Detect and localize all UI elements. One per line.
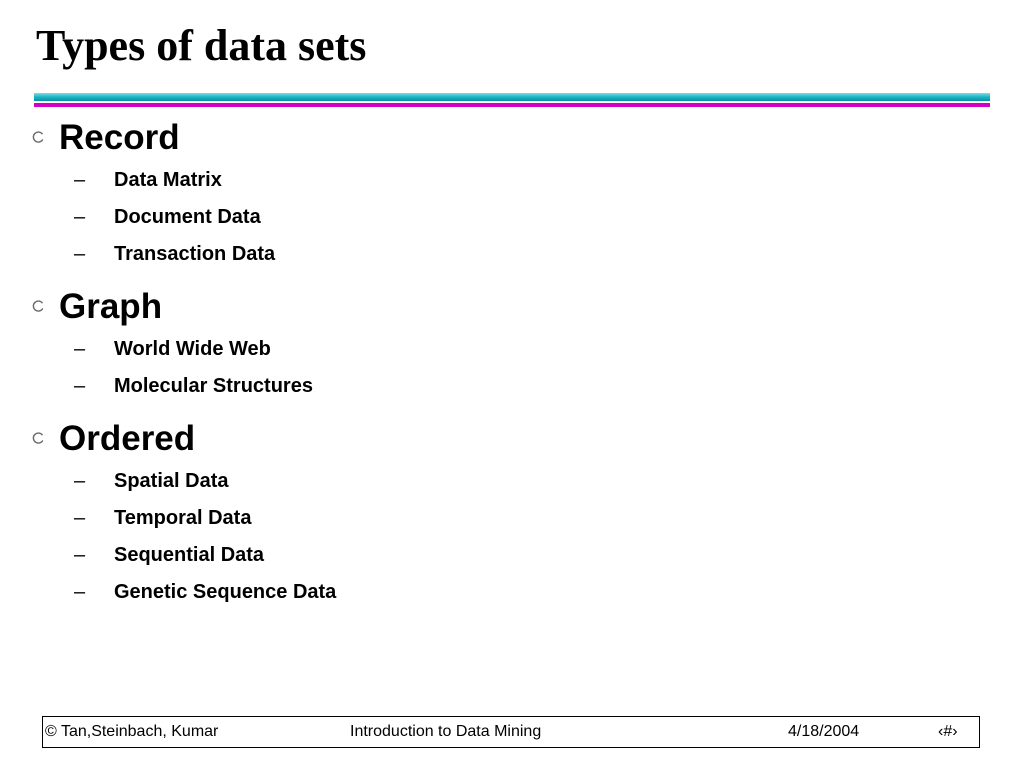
list-item — [32, 574, 972, 611]
sub-list — [32, 162, 972, 273]
dash-icon: – — [74, 375, 86, 397]
footer-copyright: © Tan,Steinbach, Kumar — [45, 723, 219, 740]
topic-ordered — [32, 419, 972, 611]
topic-head — [32, 118, 972, 158]
list-item-label: Document Data — [114, 206, 261, 228]
ring-icon — [32, 131, 44, 143]
list-item — [32, 368, 972, 405]
dash-icon: – — [74, 169, 86, 191]
title-rule-magenta — [34, 103, 990, 107]
sub-list — [32, 331, 972, 405]
slide-title: Types of data sets — [36, 21, 367, 70]
ring-icon — [32, 432, 44, 444]
footer-course-title: Introduction to Data Mining — [350, 723, 542, 740]
dash-icon: – — [74, 338, 86, 360]
topic-record — [32, 118, 972, 273]
list-item — [32, 199, 972, 236]
list-item-label: Temporal Data — [114, 507, 252, 529]
list-item — [32, 500, 972, 537]
dash-icon: – — [74, 470, 86, 492]
topic-label: Ordered — [59, 419, 196, 458]
sub-list — [32, 463, 972, 611]
list-item — [32, 236, 972, 273]
list-item — [32, 537, 972, 574]
list-item-label: Molecular Structures — [114, 375, 313, 397]
dash-icon: – — [74, 507, 86, 529]
list-item-label: Sequential Data — [114, 544, 265, 566]
list-item-label: Spatial Data — [114, 470, 229, 492]
bullet-list — [32, 118, 972, 611]
dash-icon: – — [74, 243, 86, 265]
topic-graph — [32, 287, 972, 405]
list-item — [32, 463, 972, 500]
list-item-label: World Wide Web — [114, 338, 271, 360]
footer-page-number: ‹#› — [938, 723, 958, 740]
dash-icon: – — [74, 581, 86, 603]
dash-icon: – — [74, 544, 86, 566]
topic-label: Record — [59, 118, 180, 157]
slide-footer — [42, 716, 980, 748]
list-item-label: Transaction Data — [114, 243, 276, 265]
topic-head — [32, 287, 972, 327]
dash-icon: – — [74, 206, 86, 228]
list-item — [32, 331, 972, 368]
topic-label: Graph — [59, 287, 163, 326]
list-item-label: Data Matrix — [114, 169, 222, 191]
footer-date: 4/18/2004 — [788, 723, 860, 740]
list-item-label: Genetic Sequence Data — [114, 581, 337, 603]
title-rule-teal — [34, 93, 990, 101]
list-item — [32, 162, 972, 199]
ring-icon — [32, 300, 44, 312]
topic-head — [32, 419, 972, 459]
